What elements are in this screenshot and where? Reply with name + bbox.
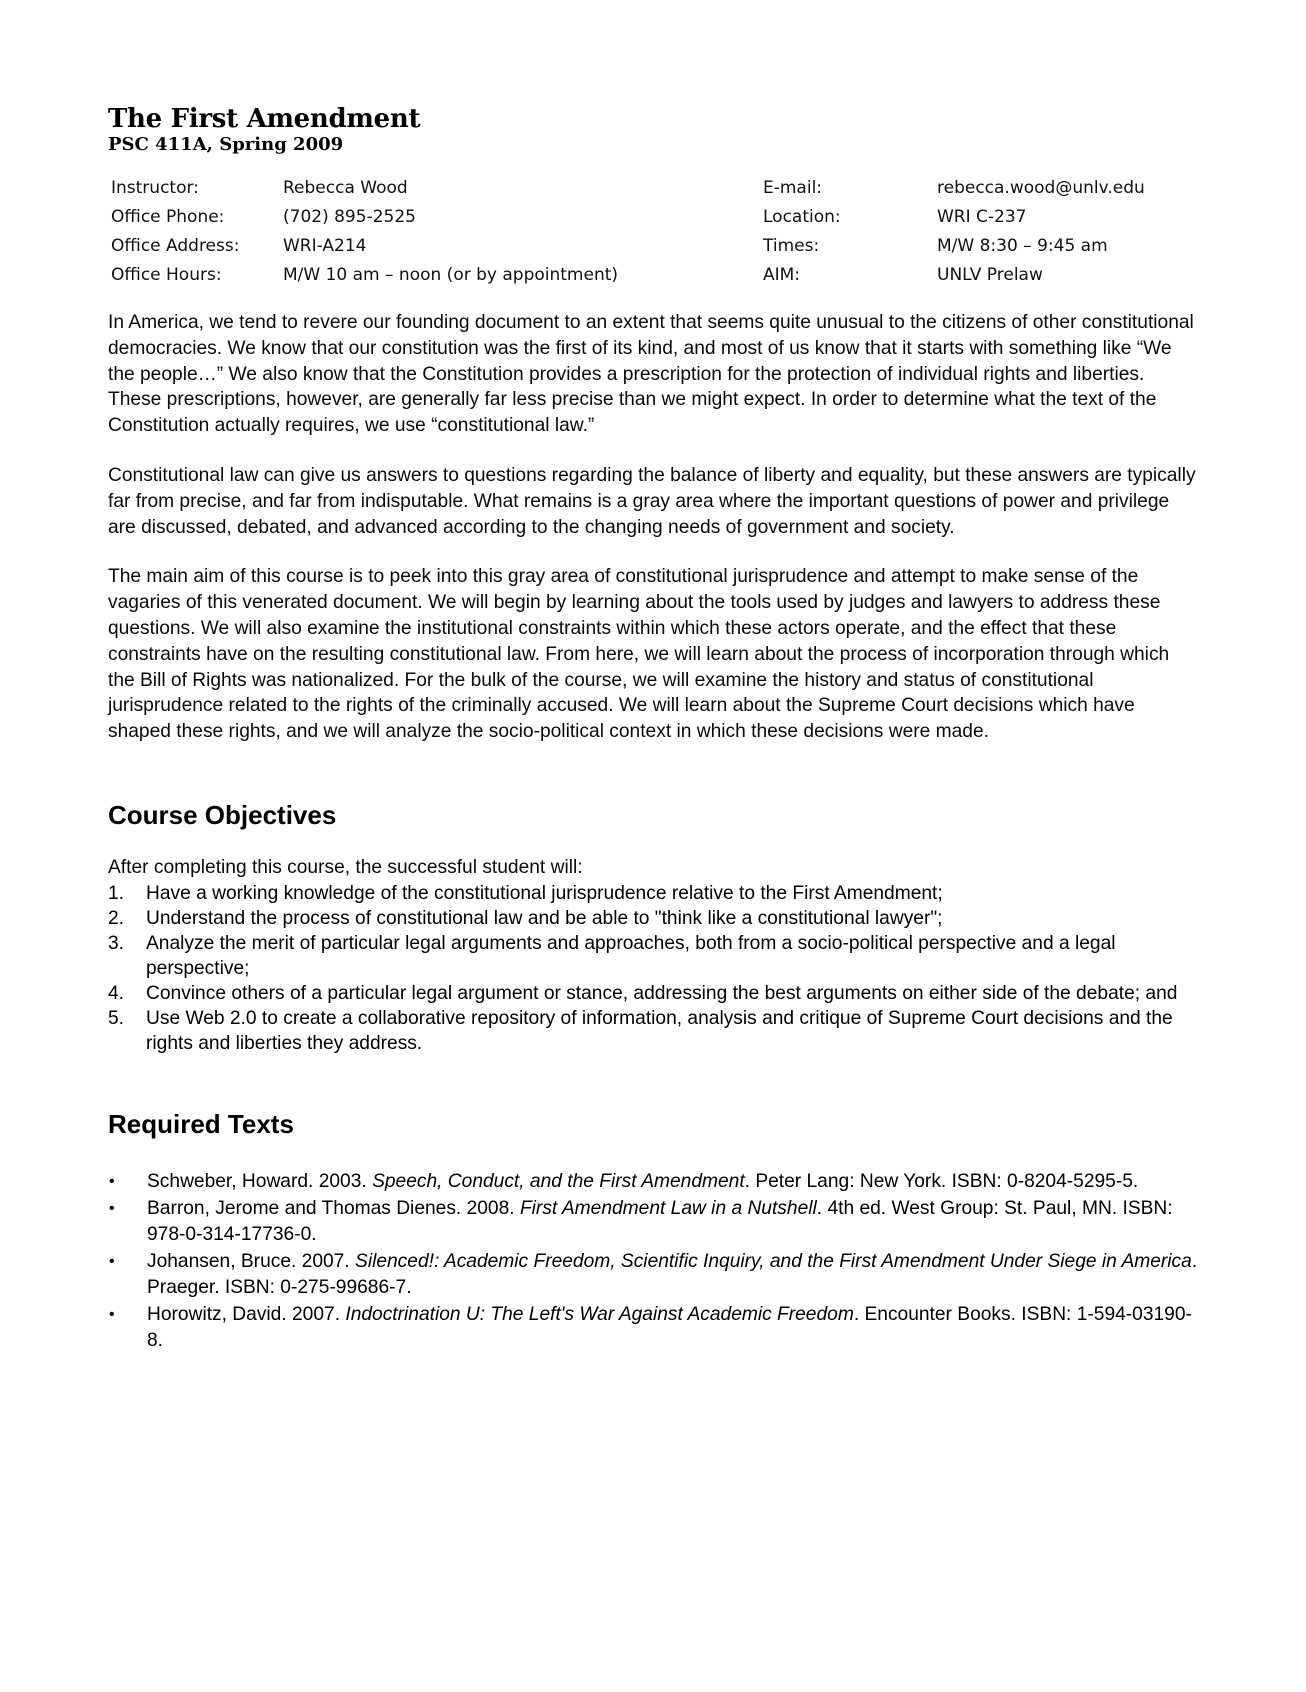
phone-value: (702) 895-2525 xyxy=(283,207,416,227)
objectives-intro: After completing this course, the successful student will: xyxy=(108,856,583,878)
text-item xyxy=(108,1169,1198,1195)
required-texts-heading: Required Texts xyxy=(108,1108,294,1139)
intro-paragraph-3: The main aim of this course is to peek into this gray area of constitutional jurisprudence and attempt to make sense of the vagaries of this venerated document. We will begin by learning about the tools used by judges and lawyers to address these questions. We will also examine the institutional constraints within which these actors operate, and the effect that these constraints have on the resulting constitutional law. From here, we will learn about the process of incorporation through which the Bill of Rights was nationalized. For the bulk of the course, we will examine the history and status of constitutional jurisprudence related to the rights of the criminally accused. We will learn about the Supreme Court decisions which have shaped these rights, and we will analyze the socio-political context in which these decisions were made. xyxy=(108,566,1170,743)
objectives-list xyxy=(108,881,1198,1056)
objective-text: Use Web 2.0 to create a collaborative repository of information, analysis and critique of Supreme Court decisions and the rights and liberties they address. xyxy=(146,1007,1173,1054)
bullet-icon: • xyxy=(109,1253,115,1271)
citation-publisher: . Peter Lang: New York. ISBN: 0-8204-5295-5. xyxy=(744,1170,1139,1192)
hours-value: M/W 10 am – noon (or by appointment) xyxy=(283,265,619,285)
citation-publisher: . Praeger. ISBN: 0-275-99686-7. xyxy=(147,1251,1198,1298)
objective-number: 5. xyxy=(108,1007,125,1029)
bullet-icon: • xyxy=(109,1306,115,1324)
hours-label: Office Hours: xyxy=(111,265,222,285)
objective-item xyxy=(108,931,1198,981)
instructor-value: Rebecca Wood xyxy=(283,178,408,198)
citation-title: Speech, Conduct, and the First Amendment xyxy=(372,1170,745,1192)
citation-publisher: . Encounter Books. ISBN: 1-594-03190-8. xyxy=(147,1304,1192,1351)
required-texts-list xyxy=(108,1169,1198,1354)
intro-paragraph-1: In America, we tend to revere our founding document to an extent that seems quite unusual to the citizens of other constitutional democracies. We know that our constitution was the first of its kind, and most of us know that it starts with something like “We the people…” We also know that the Constitution provides a prescription for the protection of individual rights and liberties. These prescriptions, however, are generally far less precise than we might expect. In order to determine what the text of the Constitution actually requires, we use “constitutional law.” xyxy=(108,312,1194,437)
citation-title: First Amendment Law in a Nutshell xyxy=(519,1198,817,1220)
address-value: WRI-A214 xyxy=(283,236,367,256)
text-item xyxy=(108,1302,1198,1353)
intro-paragraph-2: Constitutional law can give us answers to questions regarding the balance of liberty and equality, but these answers are typically far from precise, and far from indisputable. What remains is a gray area where the important questions of power and privilege are discussed, debated, and advanced according to the changing needs of government and society. xyxy=(108,464,1196,538)
objective-number: 1. xyxy=(108,882,125,904)
citation-title: Indoctrination U: The Left's War Against Academic Freedom xyxy=(345,1304,854,1326)
citation-author: Barron, Jerome and Thomas Dienes. 2008. xyxy=(147,1198,520,1220)
text-citation xyxy=(147,1249,1198,1300)
instructor-info xyxy=(108,174,1198,290)
text-item xyxy=(108,1196,1198,1247)
course-title: The First Amendment xyxy=(108,104,421,134)
times-label: Times: xyxy=(763,236,820,256)
bullet-icon: • xyxy=(109,1200,115,1218)
syllabus-page xyxy=(108,104,1198,1355)
objective-number: 2. xyxy=(108,907,125,929)
objective-number: 3. xyxy=(108,932,125,954)
location-label: Location: xyxy=(763,207,841,227)
objective-text: Understand the process of constitutional law and be able to "think like a constitutional lawyer"; xyxy=(146,907,943,929)
citation-publisher: . 4th ed. West Group: St. Paul, MN. ISBN: 978-0-314-17736-0. xyxy=(147,1198,1173,1245)
bullet-icon: • xyxy=(109,1172,115,1190)
objective-item xyxy=(108,981,1198,1006)
objective-number: 4. xyxy=(108,982,125,1004)
objective-text: Have a working knowledge of the constitutional jurisprudence relative to the First Amendment; xyxy=(146,882,943,904)
text-citation xyxy=(147,1196,1198,1247)
phone-label: Office Phone: xyxy=(111,207,225,227)
course-subtitle: PSC 411A, Spring 2009 xyxy=(108,134,344,155)
citation-title: Silenced!: Academic Freedom, Scientific Inquiry, and the First Amendment Under Siege in America xyxy=(355,1251,1192,1273)
text-citation xyxy=(147,1169,1198,1195)
instructor-label: Instructor: xyxy=(111,178,199,198)
aim-value: UNLV Prelaw xyxy=(937,265,1043,285)
citation-author: Johansen, Bruce. 2007. xyxy=(147,1251,356,1273)
objective-text: Analyze the merit of particular legal arguments and approaches, both from a socio-political perspective and a legal perspective; xyxy=(146,932,1116,979)
email-label: E-mail: xyxy=(763,178,823,198)
email-value: rebecca.wood@unlv.edu xyxy=(937,178,1145,198)
objective-item xyxy=(108,881,1198,906)
citation-author: Horowitz, David. 2007. xyxy=(147,1304,346,1326)
aim-label: AIM: xyxy=(763,265,801,285)
text-item xyxy=(108,1249,1198,1300)
location-value: WRI C-237 xyxy=(937,207,1027,227)
objective-text: Convince others of a particular legal argument or stance, addressing the best arguments on either side of the debate; and xyxy=(146,982,1178,1004)
objective-item xyxy=(108,906,1198,931)
objectives-heading: Course Objectives xyxy=(108,799,337,830)
times-value: M/W 8:30 – 9:45 am xyxy=(937,236,1108,256)
address-label: Office Address: xyxy=(111,236,240,256)
text-citation xyxy=(147,1302,1198,1353)
objective-item xyxy=(108,1006,1198,1056)
citation-author: Schweber, Howard. 2003. xyxy=(147,1170,373,1192)
